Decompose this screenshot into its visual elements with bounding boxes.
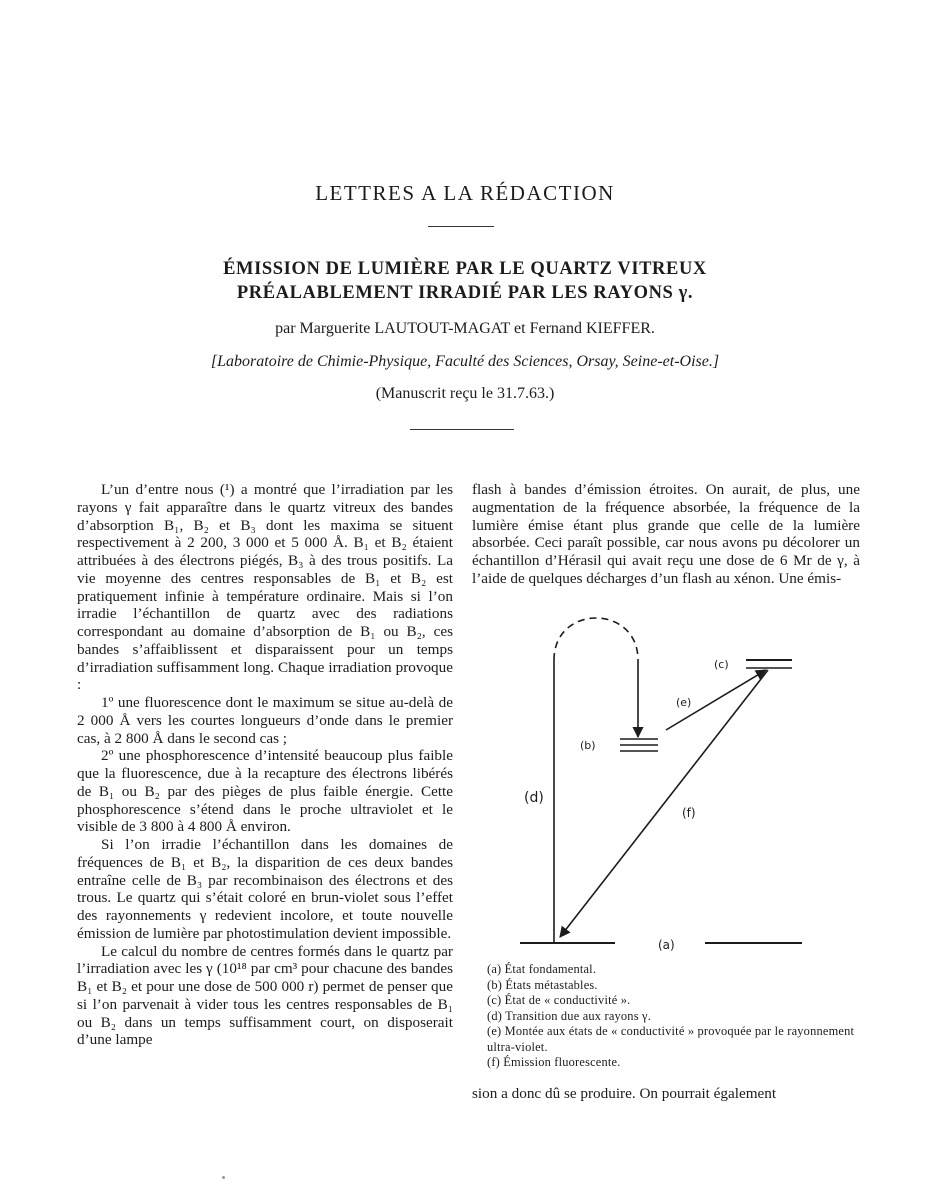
paragraph: Si l’on irradie l’échantillon dans les domaines de fréquences de B₁ et B₂, la disparition de ces deux bandes entraîne celle de B₃ par recombinaison des électrons et des trous. Le quartz qui s’était coloré en brun-violet sous l’effet des rayonnements γ redevient incolore, et toute nouvelle émission de lumière par photostimulation devient impossible. — [77, 836, 453, 942]
left-column — [77, 481, 453, 1049]
caption-line: (e) Montée aux états de « conductivité » provoquée par le rayonnement ultra-violet. — [487, 1024, 855, 1054]
caption-line: (f) Émission fluorescente. — [487, 1055, 621, 1069]
label-c: (c) — [714, 658, 729, 671]
label-f: (f) — [682, 806, 696, 820]
caption-line: (a) État fondamental. — [487, 962, 597, 976]
label-d: (d) — [524, 790, 544, 806]
title-divider — [410, 429, 514, 430]
right-column-top — [472, 481, 860, 588]
paragraph: 2º une phosphorescence d’intensité beaucoup plus faible que la fluorescence, due à la recapture des électrons libérés de B₁ ou B₂ par des pièges de plus faible énergie. Cette phosphorescence s’étend dans le proche ultraviolet et le visible de 3 800 à 4 800 Å environ. — [77, 747, 453, 836]
caption-line: (c) État de « conductivité ». — [487, 993, 631, 1007]
print-speck — [222, 1176, 225, 1179]
right-column-bottom — [472, 1085, 860, 1103]
authors: par Marguerite LAUTOUT-MAGAT et Fernand KIEFFER. — [275, 320, 655, 337]
article-title-line-2: PRÉALABLEMENT IRRADIÉ PAR LES RAYONS γ. — [236, 283, 694, 303]
paragraph: 1º une fluorescence dont le maximum se situe au-delà de 2 000 Å vers les courtes longueurs d’onde dans le premier cas, à 2 800 Å dans le second cas ; — [77, 694, 453, 747]
paragraph: L’un d’entre nous (¹) a montré que l’irradiation par les rayons γ fait apparaître dans le quartz vitreux des bandes d’absorption B₁, B₂ et B₃ dont les maxima se situent respectivement à 2 200, 3 000 et 5 000 Å. B₁ et B₂ étaient attribuées à des électrons piégés, B₃ à des trous positifs. La vie moyenne des centres responsables de B₁ et B₂ est pratiquement infinie à température ordinaire. Mais si l’on irradie l’échantillon de quartz avec des radiations correspondant au domaine d’absorption de B₁ ou B₂, ces bandes s’affaiblissent et disparaissent pour un temps d’irradiation suffisamment long. Chaque irradiation provoque : — [77, 481, 453, 694]
paragraph: sion a donc dû se produire. On pourrait également — [472, 1085, 777, 1102]
received-date: (Manuscrit reçu le 31.7.63.) — [375, 385, 555, 402]
paragraph: flash à bandes d’émission étroites. On aurait, de plus, une augmentation de la fréquence absorbée, la fréquence de la lumière émise étant plus grande que celle de la lumière absorbée. Ceci paraît possible, car nous avons pu décolorer un échantillon d’Hérasil qui avait reçu une dose de 6 Mr de γ, à l’aide de quelques décharges d’un flash au xénon. Une émis- — [472, 481, 860, 587]
fluorescence-arrow — [560, 670, 768, 937]
label-b: (b) — [580, 739, 596, 752]
article-title-line-1: ÉMISSION DE LUMIÈRE PAR LE QUARTZ VITREUX — [223, 259, 707, 279]
label-a: (a) — [658, 938, 675, 952]
affiliation: [Laboratoire de Chimie-Physique, Faculté des Sciences, Orsay, Seine-et-Oise.] — [210, 353, 720, 370]
caption-line: (d) Transition due aux rayons γ. — [487, 1008, 651, 1023]
section-rubric: LETTRES A LA RÉDACTION — [315, 181, 615, 205]
paragraph: Le calcul du nombre de centres formés dans le quartz par l’irradiation avec les γ (10¹⁸ par cm³ pour chacune des bandes B₁ et B₂ et pour une dose de 500 000 r) permet de penser que si l’on parvenait à vider tous les centres responsables de B₁ ou B₂ dans un temps suffisamment court, on disposerait d’une lampe — [77, 942, 453, 1049]
header-divider — [428, 226, 494, 227]
caption-line: (b) États métastables. — [487, 977, 598, 992]
energy-level-diagram — [500, 612, 840, 962]
label-e: (e) — [676, 696, 692, 709]
gamma-transition-arc — [554, 618, 638, 660]
figure-caption — [487, 962, 859, 1071]
